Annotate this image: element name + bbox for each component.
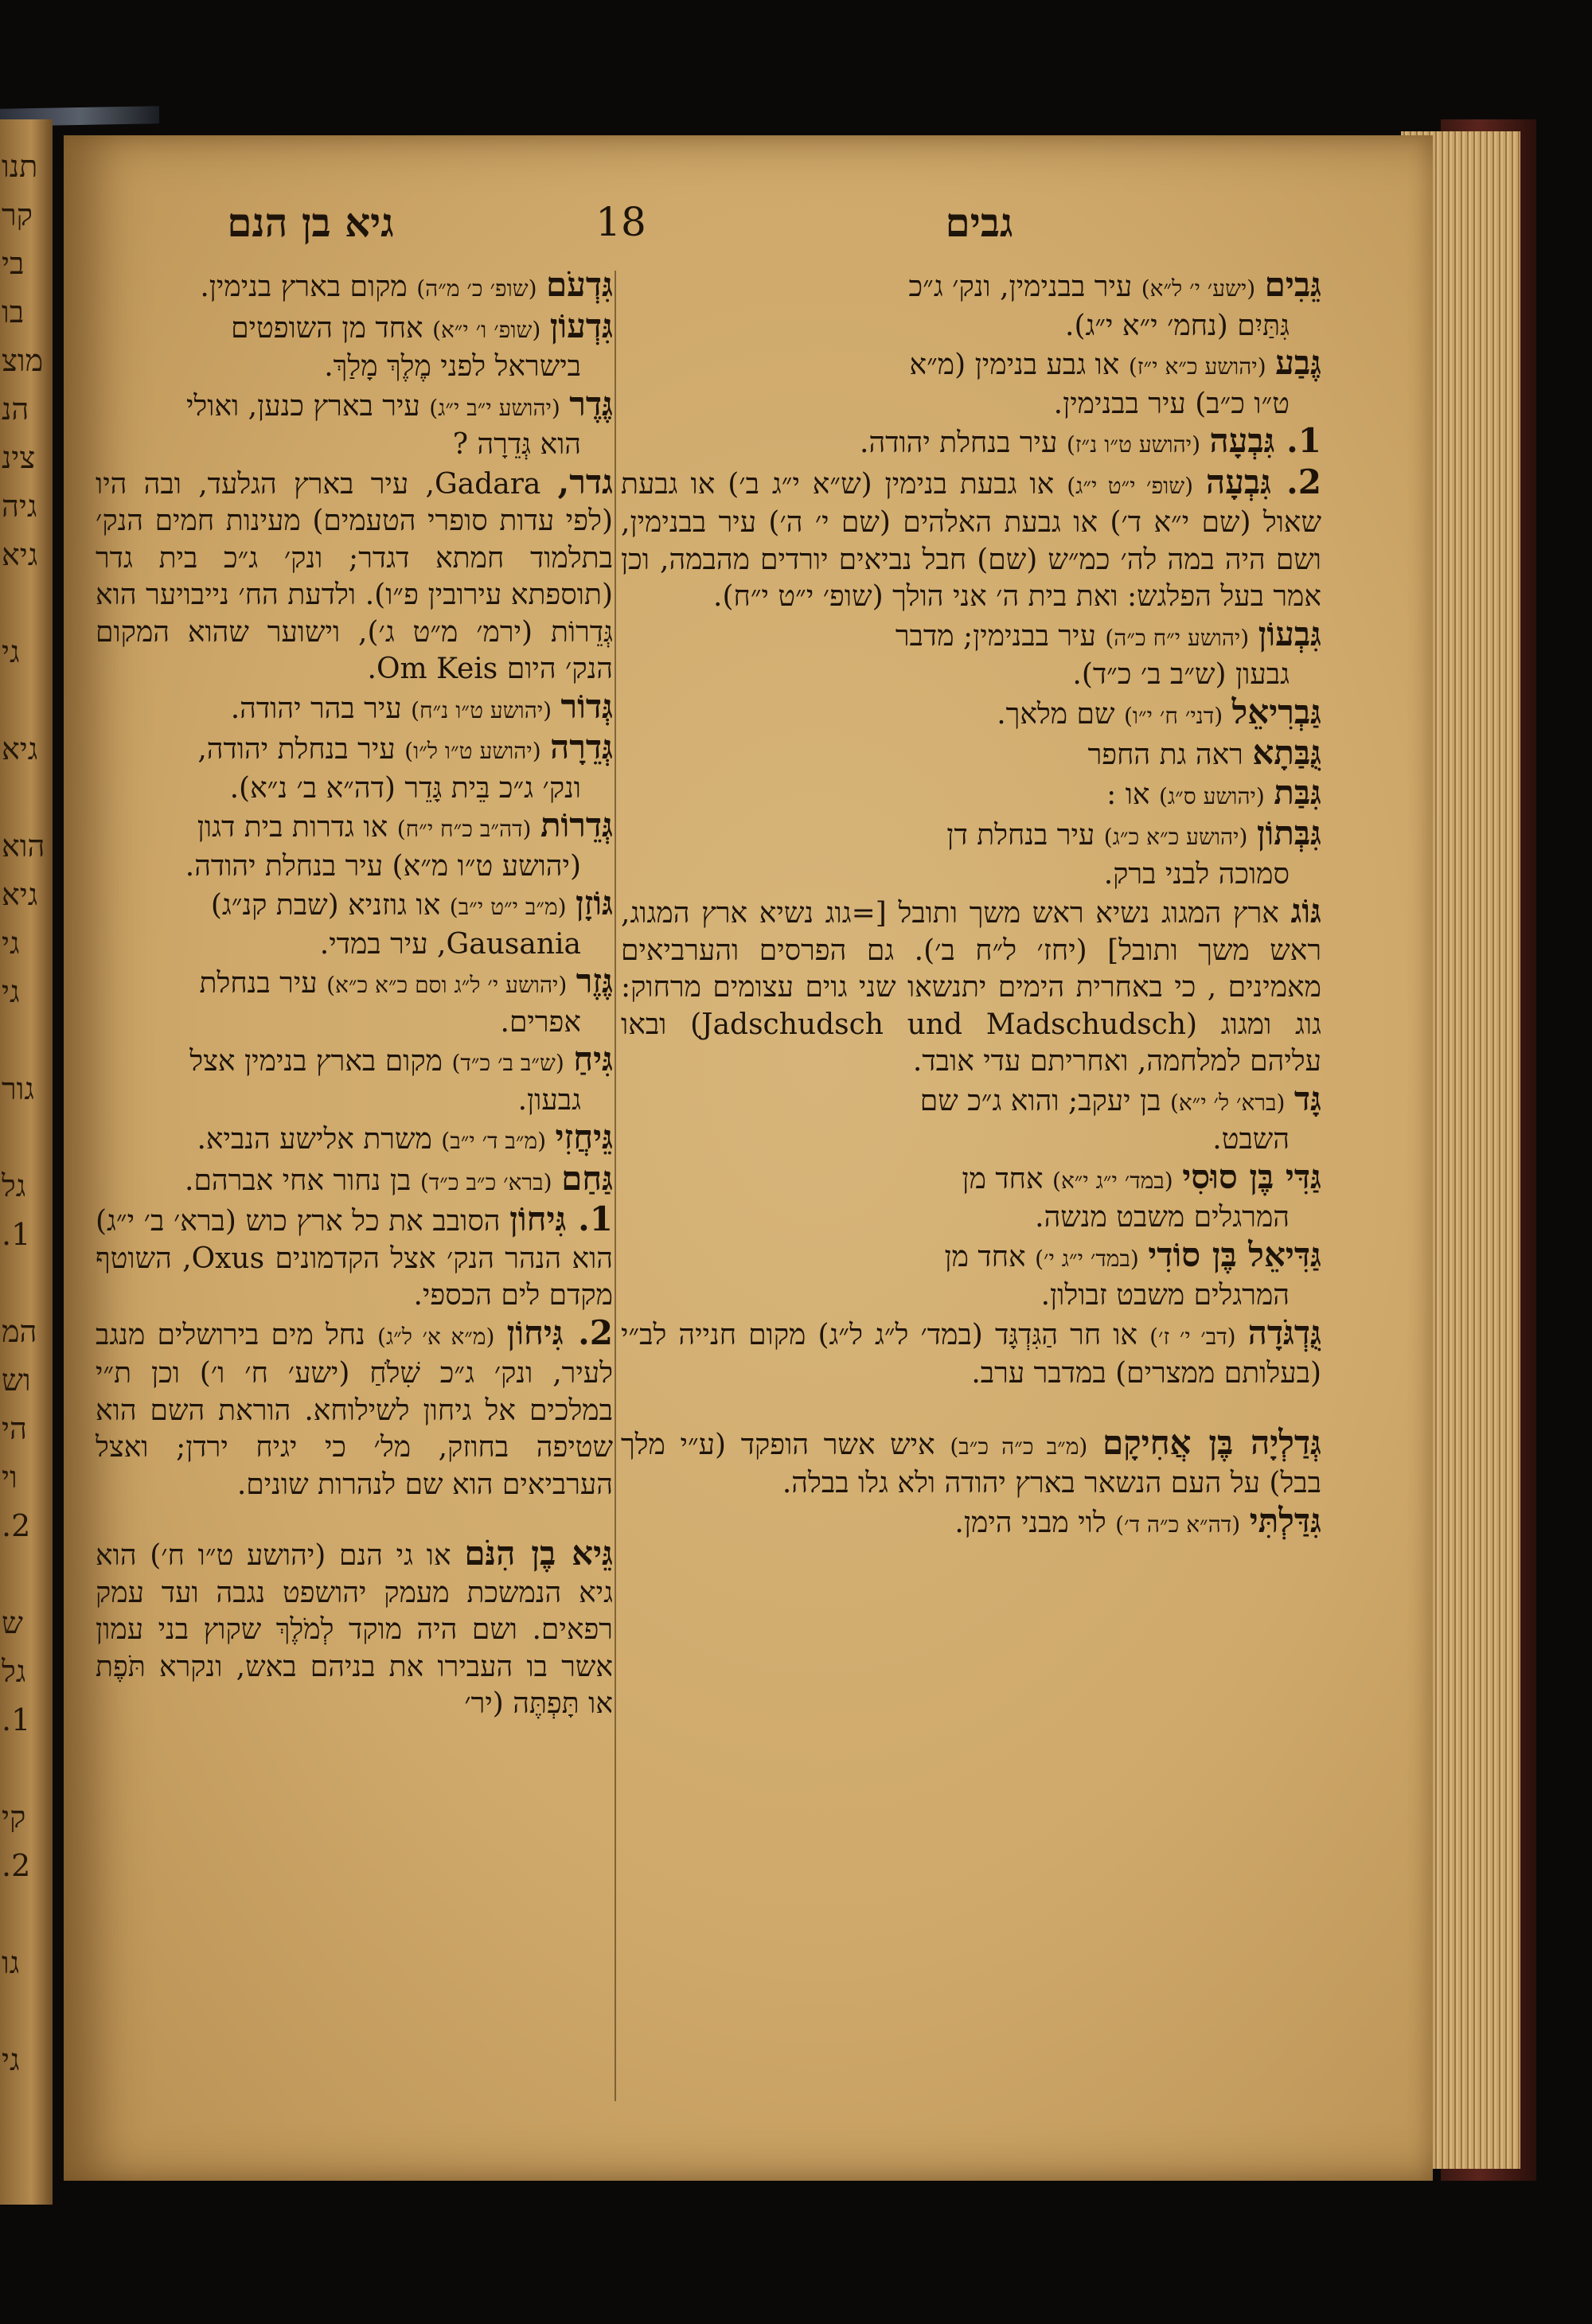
facing-page-fragment: קר — [2, 200, 33, 230]
entry-continuation: ונק׳ ג״כ בֵּית גָּדֵר (דה״א ב׳ נ״א). — [229, 771, 581, 805]
entry-headword: גַּבְרִיאֵל — [1231, 692, 1321, 731]
entry-headword: גֵּיא בֶן הִנֹּם — [464, 1534, 613, 1573]
dictionary-entry — [621, 694, 1321, 735]
entry-reference: (יהושע י׳ ל״ג וסם כ״א כ״א) — [326, 972, 568, 998]
entry-reference: (דני׳ ח׳ י״ו) — [1123, 702, 1223, 729]
entry-text: אחד מן — [944, 1240, 1026, 1273]
entry-headword: גֵּיחֲזִי — [555, 1117, 613, 1156]
entry-headword: 1. גִּיחוֹן — [509, 1199, 613, 1238]
entry-text: או גוזניא (שבת קנ״ג) — [210, 889, 441, 922]
entry-continuation: (יהושע ט״ו מ״א) עיר בנחלת יהודה. — [185, 849, 581, 883]
entry-reference: (ברא׳ ל׳ י״א) — [1169, 1089, 1286, 1116]
entry-continuation: המרגלים משבט זבולון. — [1040, 1279, 1290, 1312]
entry-continuation: בישראל לפני מֶלֶךְ מָלַךְ. — [324, 350, 581, 383]
facing-page-fragment: מוצ — [2, 345, 44, 376]
entry-gap — [96, 1503, 613, 1535]
entry-reference: (שופ׳ כ׳ מ״ה) — [416, 275, 537, 302]
dictionary-entry — [621, 815, 1321, 893]
facing-page-fragment: 2. — [2, 1850, 31, 1881]
facing-page-fragment: המ — [2, 1316, 37, 1347]
entry-text: Gadara, עיר בארץ הגלעד, ובה היו (לפי עדות סופרי הטעמים) מעינות חמים הנק׳ בתלמוד חמתא דגדר; ונק׳ ג״כ בית גדר (תוספתא עירובין פ״ו). ולדעת הח׳ נייבויער הוא גְּדֵרוֹת (ירמ׳ מ״ט ג׳), וישוער שהוא המקום הנק׳ היום Om Keis. — [96, 467, 613, 685]
dictionary-entry — [96, 1119, 613, 1160]
dictionary-entry — [621, 735, 1321, 774]
dictionary-entry — [621, 423, 1321, 464]
entry-headword: גַּחַם — [561, 1158, 613, 1198]
entry-reference: (יהושע ס״ג) — [1158, 782, 1265, 809]
entry-headword: גְּדוֹר — [560, 686, 613, 726]
page-number: 18 — [595, 199, 646, 245]
facing-page-fragment: בי — [2, 248, 25, 279]
entry-text: הסובב את כל ארץ כוש (ברא׳ ב׳ י״ג) הוא הנהר הנק׳ אצל הקדמונים Oxus, השוטף מקדם לים הכספי. — [96, 1205, 613, 1312]
dictionary-entry — [96, 1312, 614, 1504]
facing-page-fragment: גור — [2, 1074, 34, 1104]
entry-reference: (דה״א כ״ה ד׳) — [1115, 1511, 1241, 1538]
entry-text: או חר הַגִּדְגָּד (במד׳ ל״ג ל״ג) מקום חנייה לב״י (בעלותם ממצרים) במדבר ערב. — [621, 1318, 1321, 1390]
entry-text: או גבע בנימין (מ״א — [909, 349, 1120, 381]
entry-text: משרת אלישע הנביא. — [197, 1123, 432, 1156]
running-head-right: גבים — [945, 199, 1013, 246]
facing-page-edge — [0, 119, 53, 2205]
facing-page-fragment: גי — [2, 928, 20, 958]
dictionary-entry — [96, 1041, 613, 1119]
entry-text: עיר בנחלת יהודה, — [197, 733, 396, 766]
facing-page-fragment: גיא — [2, 879, 38, 910]
facing-page-fragment: הוא — [2, 831, 45, 861]
entry-text: בן נחור אחי אברהם. — [185, 1164, 412, 1197]
entry-text: עיר בנחלת יהודה. — [860, 427, 1058, 459]
facing-page-fragment: 2. — [2, 1511, 31, 1541]
facing-page-fragment: הי — [2, 1414, 27, 1444]
dictionary-entry — [96, 1201, 613, 1315]
entry-headword: גִּדְעוֹן — [549, 306, 613, 345]
entry-reference: (יהושע כ״א כ״ג) — [1103, 824, 1248, 850]
dictionary-entry — [96, 1160, 613, 1202]
entry-headword: גַּדִּיאֵל בֶּן סוֹדִי — [1148, 1234, 1321, 1274]
dictionary-entry — [96, 963, 613, 1041]
left-column — [96, 267, 613, 1723]
bottom-shadow — [53, 2181, 1541, 2324]
facing-page-fragment: ש — [2, 1608, 23, 1638]
facing-page-fragment: קי — [2, 1802, 26, 1832]
dictionary-entry — [96, 308, 613, 386]
dictionary-entry — [621, 616, 1321, 694]
running-head-left: גיא בן הנם — [227, 199, 394, 246]
dictionary-entry — [96, 688, 613, 730]
column-divider — [615, 271, 616, 2101]
entry-reference: (מ״א א׳ ל״ג) — [377, 1323, 495, 1350]
facing-page-fragment: צינ — [2, 443, 36, 473]
entry-text: או : — [1106, 778, 1150, 811]
entry-headword: גָּד — [1294, 1078, 1321, 1118]
entry-text: עיר בנחלת דן — [946, 819, 1095, 852]
dictionary-entry — [621, 1156, 1321, 1237]
dictionary-entry — [96, 386, 613, 464]
entry-text: מקום בארץ בנימין אצל — [189, 1045, 443, 1078]
entry-text: עיר בהר יהודה. — [230, 692, 402, 725]
dictionary-entry — [96, 729, 613, 807]
entry-text: ארץ המגוג נשיא ראש משך ותובל [=גוג נשיא ארץ המגוג, ראש משך ותובל] (יחז׳ ל״ח ב׳). גם הפרסים והערביאים מאמינים , כי באחרית הימים יתנשאו שני גוים עצומים מרחוק: גוג ומגוג (Jadschudsch und Madschudsch) ובאו עליהם למלחמה, ואחריתם עדי אובד. — [621, 897, 1321, 1078]
entry-text: אחד מן — [962, 1162, 1044, 1195]
entry-headword: גִּיחַ — [573, 1039, 613, 1078]
entry-headword: 2. גִּיחוֹן — [506, 1312, 614, 1352]
entry-headword: גִּבְּתוֹן — [1256, 813, 1321, 852]
entry-reference: (ש״ב ב׳ כ״ד) — [451, 1050, 564, 1076]
entry-reference: (במד׳ י״ג י״א) — [1052, 1167, 1173, 1194]
entry-headword: גִּדְעֹם — [545, 265, 613, 304]
entry-headword: גְּדַלְיָה בֶּן אֲחִיקָם — [1102, 1422, 1321, 1462]
entry-reference: (יהושע י״ח כ״ה) — [1105, 624, 1250, 651]
entry-reference: (דב׳ י׳ ז׳) — [1149, 1323, 1236, 1350]
entry-headword: גֻּבַּתָא — [1252, 733, 1321, 772]
entry-text: מקום בארץ בנימין. — [200, 271, 408, 303]
entry-headword: גְּדֵרוֹת — [540, 805, 613, 844]
dictionary-entry — [96, 267, 613, 308]
facing-page-fragment: וש — [2, 1365, 31, 1395]
entry-reference: (יהושע כ״א י״ז) — [1128, 353, 1266, 380]
entry-headword: 1. גִּבְעָה — [1209, 421, 1321, 460]
entry-headword: גְּדֵרָה — [550, 727, 613, 766]
entry-headword: גִּבְעוֹן — [1258, 614, 1321, 653]
facing-page-fragment: תנו — [2, 151, 38, 181]
facing-page-fragment: גי — [2, 637, 20, 667]
entry-text: לוי מבני הימן. — [954, 1506, 1106, 1539]
entry-continuation: הוא גְּדֵרָה ? — [452, 428, 581, 461]
facing-page-fragment: 1. — [2, 1219, 31, 1250]
entry-text: או גי הנם (יהושע ט״ו ח׳) הוא גיא הנמשכת מעמק יהושפט נגבה ועד עמק רפאים. ושם היה מוקד לְמֹלֶךְ שקוץ בני עמון אשר בו העבירו את בניהם באש, ונקרא תֹּפֶת או תָּפְתֶּה (יר׳ — [96, 1539, 613, 1720]
dictionary-entry — [621, 893, 1321, 1081]
entry-gap — [621, 1393, 1321, 1425]
entry-headword: גִּבַּת — [1274, 772, 1321, 812]
dictionary-entry — [96, 807, 613, 885]
entry-reference: (יהושע ט״ו נ״ז) — [1066, 431, 1201, 458]
facing-page-fragment: גי — [2, 2045, 20, 2075]
entry-reference: (ברא׳ כ״ב כ״ד) — [419, 1168, 552, 1195]
facing-page-fragment: גיה — [2, 491, 37, 521]
dictionary-entry — [621, 267, 1321, 345]
entry-reference: (יהושע ט״ו ל״ו) — [404, 738, 541, 764]
entry-text: או גבעת בנימין (ש״א י״ג ב׳) או גבעת שאול (שם י״א ד׳) או גבעת האלהים (שם י׳ ה׳) עיר בבנימין, ושם היה במה לה׳ כמ״ש (שם) חבל נביאים יורדים מהבמה, וכן אמר בעל הפלגש: ואת בית ה׳ אני הולך (שופ׳ י״ט י״ח). — [621, 467, 1321, 613]
dictionary-entry — [96, 885, 613, 963]
facing-page-fragment: בו — [2, 297, 25, 327]
entry-headword: גֶּזֶר — [576, 961, 613, 1000]
facing-page-fragment: גיא — [2, 734, 38, 764]
entry-headword: גּוֹזָן — [575, 883, 613, 922]
dictionary-entry — [621, 1078, 1321, 1159]
entry-text: איש אשר הופקד (ע״י מלך בבל) על העם הנשאר בארץ יהודה ולא גלו בבלה. — [621, 1428, 1321, 1499]
dictionary-entry — [621, 1234, 1321, 1315]
dictionary-entry — [96, 464, 613, 688]
entry-continuation: Gausania, עיר במדי. — [319, 927, 581, 961]
entry-text: נחל מים בירושלים מנגב לעיר, ונק׳ ג״כ שִׁלֹחַ (ישע׳ ח׳ ו׳) וכן ת״י במלכים אל גיחון לשילוחא. הוראת השם הוא שטיפה בחוזק, מל׳ כי יגיח ירדן; ואצל הערביאים הוא שם לנהרות שונים. — [96, 1318, 613, 1501]
dictionary-entry — [621, 345, 1321, 423]
entry-continuation: ט״ו כ״ב) עיר בבנימין. — [1053, 387, 1290, 420]
entry-reference: (מ״ב כ״ה כ״ב) — [950, 1433, 1088, 1460]
entry-reference: (מ״ב ד׳ י״ב) — [441, 1128, 547, 1154]
entry-headword: גַּדִּי בֶּן סוּסִי — [1182, 1156, 1321, 1196]
entry-text: בן יעקב; והוא ג״כ שם — [919, 1084, 1161, 1117]
right-column — [621, 267, 1321, 1543]
entry-reference: (שופ׳ י״ט י״ג) — [1067, 472, 1194, 499]
entry-continuation: השבט. — [1212, 1123, 1290, 1156]
entry-text: ראה גת החפר — [1087, 739, 1243, 771]
entry-reference: (דה״ב כ״ח י״ח) — [396, 816, 532, 842]
entry-reference: (מ״ב י״ט י״ב) — [449, 894, 567, 920]
entry-text: עיר בבנימין; מדבר — [895, 619, 1096, 653]
facing-page-fragment: גל — [2, 1656, 26, 1686]
dictionary-entry — [96, 1535, 613, 1723]
facing-page-fragment: הנ — [2, 394, 29, 424]
entry-reference: (במד׳ י״ג י׳) — [1035, 1245, 1139, 1272]
entry-text: עיר בבנימין, ונק׳ ג״כ — [908, 271, 1133, 303]
entry-continuation: סמוכה לבני ברק. — [1103, 857, 1290, 891]
dictionary-entry — [621, 774, 1321, 816]
entry-headword: גֵּבִים — [1264, 265, 1321, 304]
entry-continuation: גבעון. — [517, 1083, 581, 1117]
entry-text: שם מלאך. — [997, 697, 1115, 731]
entry-headword: גֻּדְגֹּדָה — [1247, 1312, 1321, 1352]
entry-headword: 2. גִּבְעָה — [1206, 462, 1321, 501]
entry-reference: (יהושע י״ב י״ג) — [429, 394, 560, 421]
entry-continuation: גִּתַּיִם (נחמ׳ י״א י״ג). — [1065, 309, 1290, 342]
facing-page-fragment: גל — [2, 1171, 26, 1201]
entry-headword: גּוֹג — [1290, 891, 1321, 930]
entry-reference: (יהושע ט״ו נ״ח) — [411, 696, 552, 723]
dictionary-entry — [621, 1500, 1321, 1544]
dictionary-entry — [621, 464, 1321, 616]
entry-continuation: המרגלים משבט מנשה. — [1035, 1201, 1290, 1234]
dictionary-entry — [621, 1312, 1321, 1393]
dictionary-entry — [621, 1422, 1321, 1503]
entry-reference: (שופ׳ ו׳ י״א) — [432, 316, 541, 343]
facing-page-fragment: וי — [2, 1462, 18, 1492]
entry-text: או גדרות בית דגון — [197, 811, 388, 844]
entry-continuation: אפרים. — [500, 1005, 581, 1039]
facing-page-fragment: 1. — [2, 1705, 31, 1735]
entry-headword: גדר, — [557, 462, 613, 501]
facing-page-fragment: גיא — [2, 540, 38, 570]
entry-text: אחד מן השופטים — [231, 311, 423, 345]
entry-continuation: גבעון (ש״ב ב׳ כ״ד). — [1072, 658, 1290, 691]
entry-headword: גִּדַּלְתִּי — [1249, 1500, 1321, 1540]
facing-page-fragment: גו — [2, 1948, 20, 1978]
entry-headword: גֶּדֶר — [569, 384, 613, 423]
facing-page-fragment: גי — [2, 977, 20, 1007]
entry-text: עיר בנחלת — [199, 967, 318, 1000]
entry-reference: (ישע׳ י׳ ל״א) — [1141, 275, 1256, 302]
entry-text: עיר בארץ כנען, ואולי — [185, 389, 420, 423]
entry-headword: גֶּבַע — [1275, 343, 1321, 382]
